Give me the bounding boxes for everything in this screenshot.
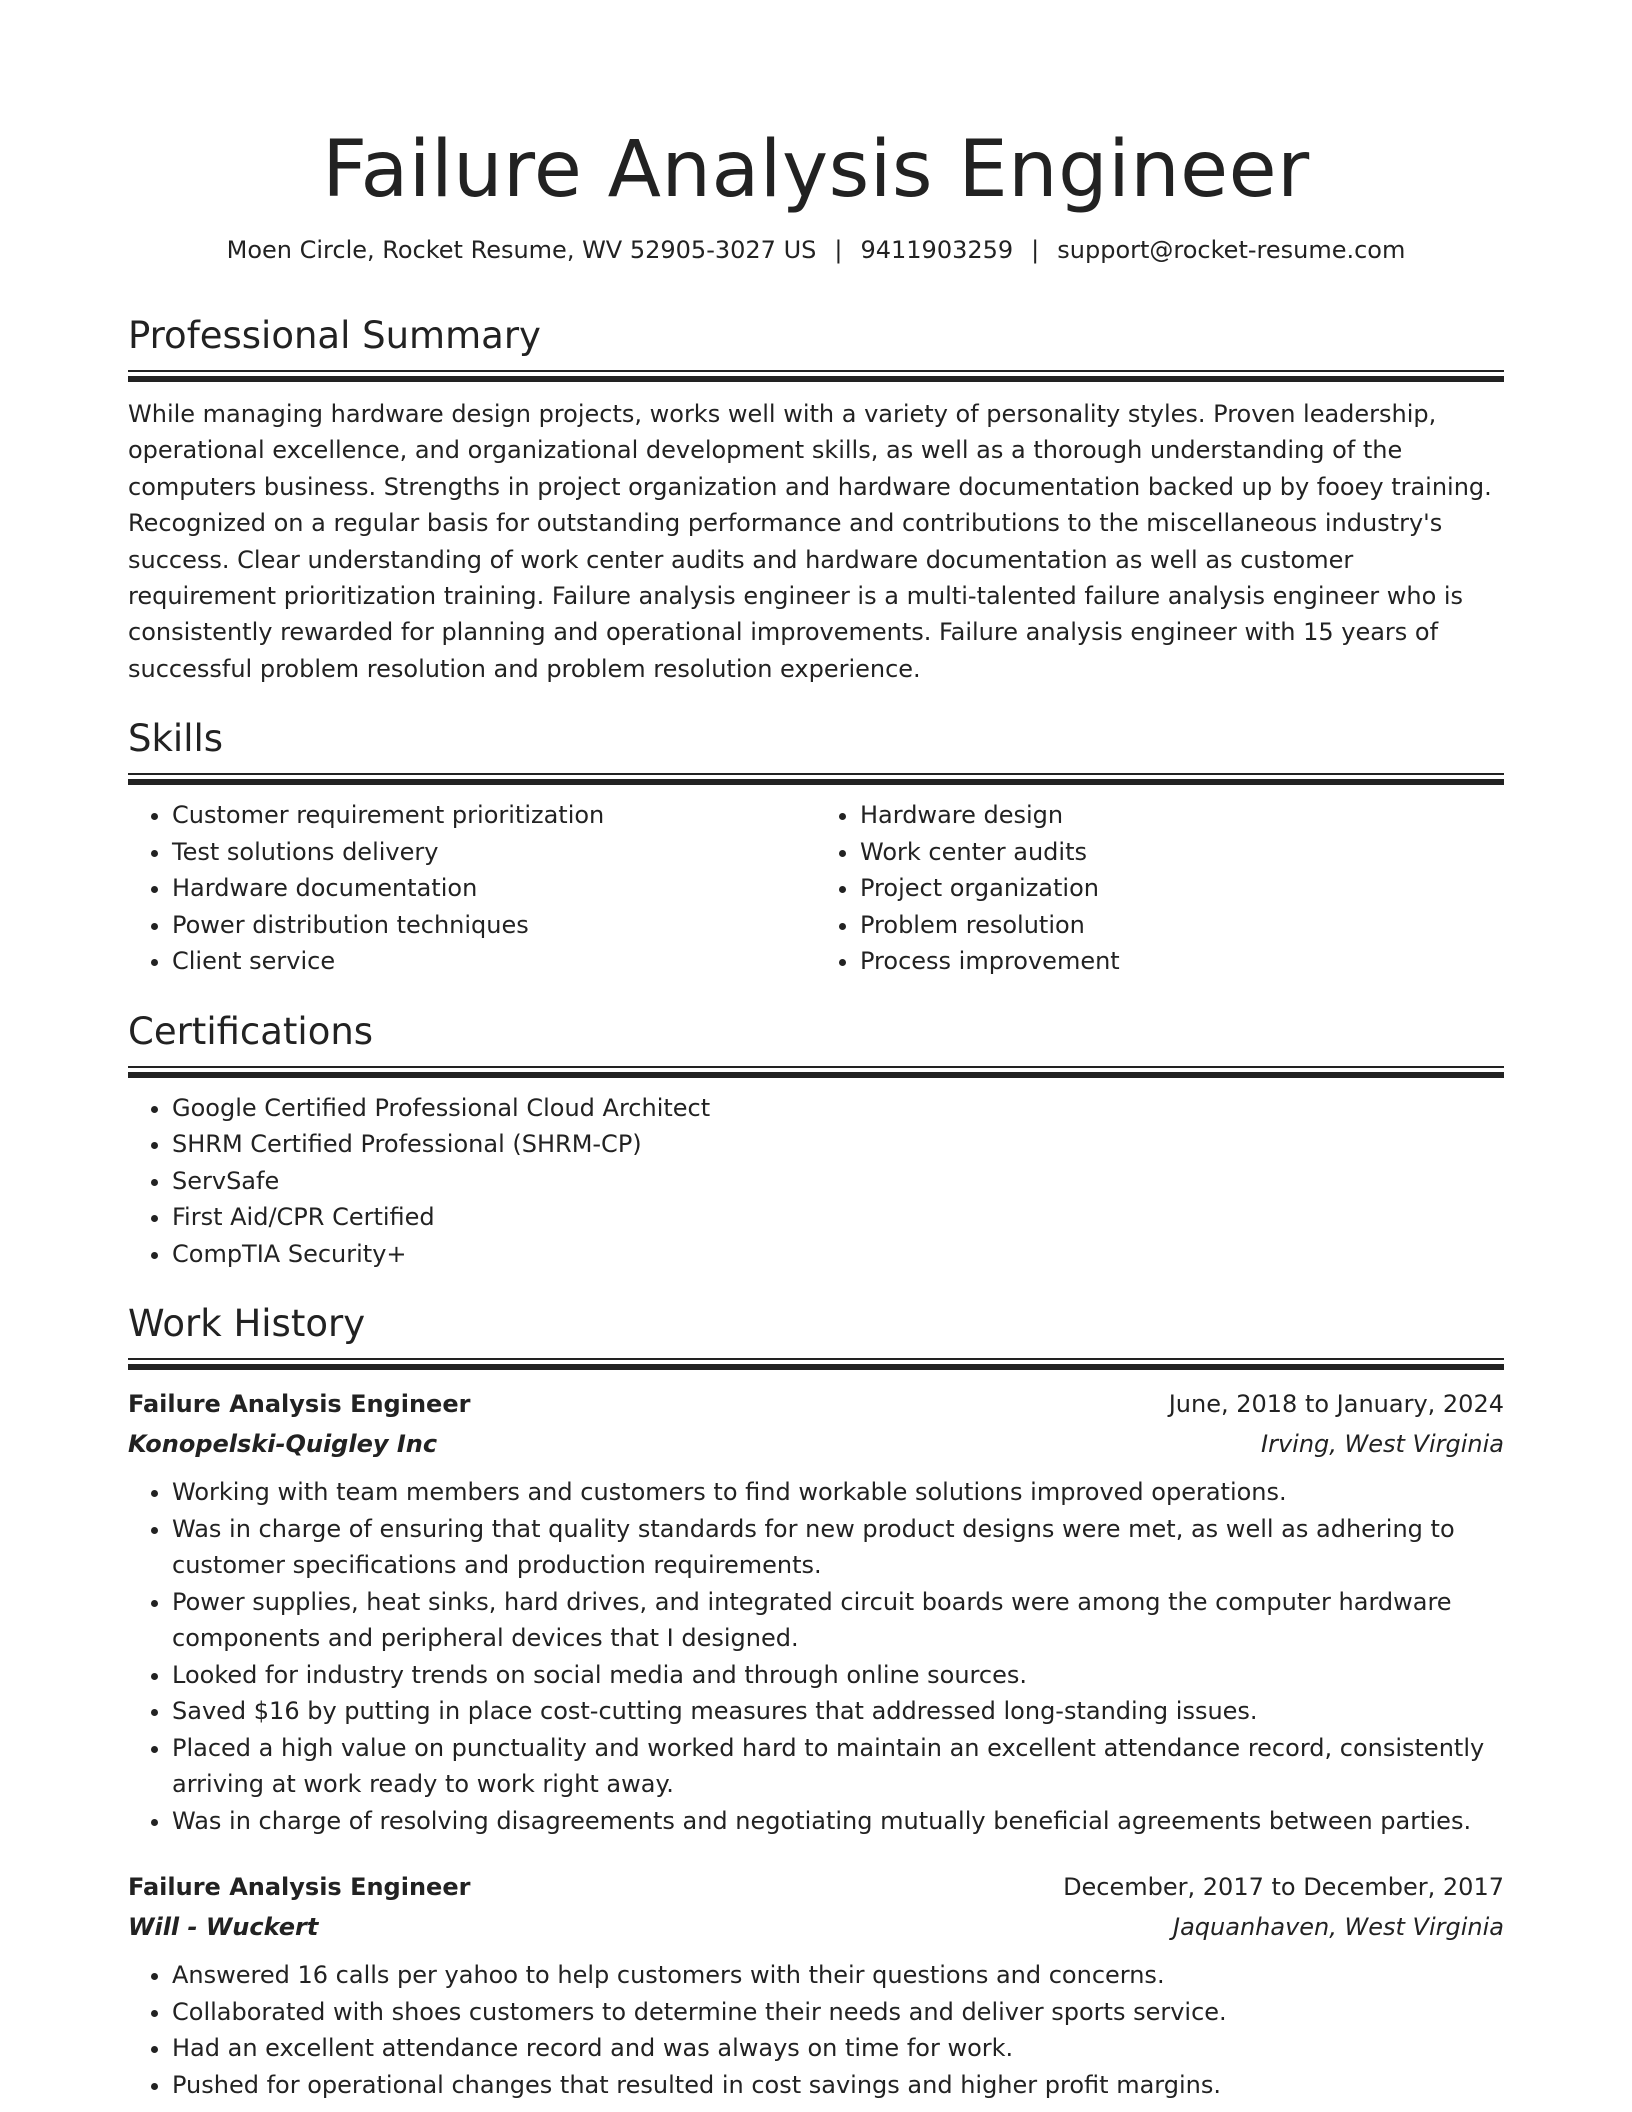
job-dates: June, 2018 to January, 2024 xyxy=(1168,1390,1504,1419)
skill-item: • Work center audits xyxy=(860,834,1504,871)
job-company-row xyxy=(128,1424,1504,1464)
skill-item: • Hardware design xyxy=(860,797,1504,834)
job-company-row xyxy=(128,1907,1504,1947)
skill-item: • Project organization xyxy=(860,870,1504,907)
section-title-work-history: Work History xyxy=(128,1302,366,1346)
skill-item: • Process improvement xyxy=(860,943,1504,980)
skill-item: • Client service xyxy=(172,943,816,980)
job-title: Failure Analysis Engineer xyxy=(128,1390,471,1419)
job-bullet: • Had an excellent attendance record and was always on time for work. xyxy=(172,2030,1504,2067)
job-location: Jaquanhaven, West Virginia xyxy=(1173,1913,1504,1942)
job-header xyxy=(128,1384,1504,1424)
job-bullet: • Was in charge of ensuring that quality standards for new product designs were met, as well as adhering to customer specifications and production requirements. xyxy=(172,1511,1504,1584)
section-divider xyxy=(128,1066,1504,1078)
job-location: Irving, West Virginia xyxy=(1261,1430,1504,1459)
resume-page xyxy=(128,0,1504,2103)
job-bullets xyxy=(128,1474,1504,1839)
job-bullet: • Placed a high value on punctuality and worked hard to maintain an excellent attendance record, consistently arriving at work ready to work right away. xyxy=(172,1730,1504,1803)
job-bullet: • Working with team members and customers to find workable solutions improved operations. xyxy=(172,1474,1504,1511)
section-title-certifications: Certifications xyxy=(128,1009,374,1053)
job-entry xyxy=(128,1384,1504,1839)
certifications-section xyxy=(128,1008,1504,1273)
job-entry xyxy=(128,1867,1504,2103)
skill-item: • Hardware documentation xyxy=(172,870,816,907)
summary-text: While managing hardware design projects, works well with a variety of personality styles. Proven leadership, operational excellence, and organizational development skills, as well as a thorough understanding of the computers business. Strengths in project organization and hardware documentation backed up by fooey training. Recognized on a regular basis for outstanding performance and contributions to the miscellaneous industry's success. Clear understanding of work center audits and hardware documentation as well as customer requirement prioritization training. Failure analysis engineer is a multi-talented failure analysis engineer who is consistently rewarded for planning and operational improvements. Failure analysis engineer with 15 years of successful problem resolution and problem resolution experience. xyxy=(128,400,1492,683)
job-bullet: • Collaborated with shoes customers to determine their needs and deliver sports service. xyxy=(172,1994,1504,2031)
skills-section xyxy=(128,715,1504,980)
resume-name: Failure Analysis Engineer xyxy=(322,125,1310,215)
section-title-summary: Professional Summary xyxy=(128,314,541,357)
section-divider xyxy=(128,1358,1504,1370)
summary-section xyxy=(128,312,1504,687)
job-bullet: • Was in charge of resolving disagreements and negotiating mutually beneficial agreements between parties. xyxy=(172,1803,1504,1840)
contact-separator: | xyxy=(834,236,843,264)
job-company: Konopelski-Quigley Inc xyxy=(128,1430,438,1459)
address-text: Moen Circle, Rocket Resume, WV 52905-3027 US xyxy=(226,236,817,264)
job-bullet: • Looked for industry trends on social media and through online sources. xyxy=(172,1657,1504,1694)
email-text: support@rocket-resume.com xyxy=(1057,236,1406,264)
certifications-list xyxy=(128,1090,1504,1273)
job-bullet: • Answered 16 calls per yahoo to help customers with their questions and concerns. xyxy=(172,1957,1504,1994)
skill-item: • Test solutions delivery xyxy=(172,834,816,871)
job-title: Failure Analysis Engineer xyxy=(128,1873,471,1902)
certification-item: • First Aid/CPR Certified xyxy=(172,1199,1504,1236)
skill-item: • Customer requirement prioritization xyxy=(172,797,816,834)
job-company: Will - Wuckert xyxy=(128,1913,319,1942)
work-history-section xyxy=(128,1300,1504,2103)
contact-separator: | xyxy=(1031,236,1040,264)
job-header xyxy=(128,1867,1504,1907)
section-divider xyxy=(128,773,1504,785)
job-bullets xyxy=(128,1957,1504,2103)
section-divider xyxy=(128,370,1504,382)
certification-item: • ServSafe xyxy=(172,1163,1504,1200)
skills-list-left xyxy=(128,797,816,980)
certification-item: • CompTIA Security+ xyxy=(172,1236,1504,1273)
job-bullet: • Saved $16 by putting in place cost-cutting measures that addressed long-standing issues. xyxy=(172,1693,1504,1730)
job-bullet: • Power supplies, heat sinks, hard drives, and integrated circuit boards were among the computer hardware components and peripheral devices that I designed. xyxy=(172,1584,1504,1657)
skill-item: • Problem resolution xyxy=(860,907,1504,944)
contact-line xyxy=(128,234,1504,266)
certification-item: • SHRM Certified Professional (SHRM-CP) xyxy=(172,1126,1504,1163)
skills-list-right xyxy=(816,797,1504,980)
job-dates: December, 2017 to December, 2017 xyxy=(1063,1873,1504,1902)
section-title-skills: Skills xyxy=(128,717,224,761)
phone-text: 9411903259 xyxy=(860,236,1014,264)
skills-columns xyxy=(128,785,1504,980)
certification-item: • Google Certified Professional Cloud Architect xyxy=(172,1090,1504,1127)
skill-item: • Power distribution techniques xyxy=(172,907,816,944)
job-bullet: • Pushed for operational changes that resulted in cost savings and higher profit margins. xyxy=(172,2067,1504,2104)
